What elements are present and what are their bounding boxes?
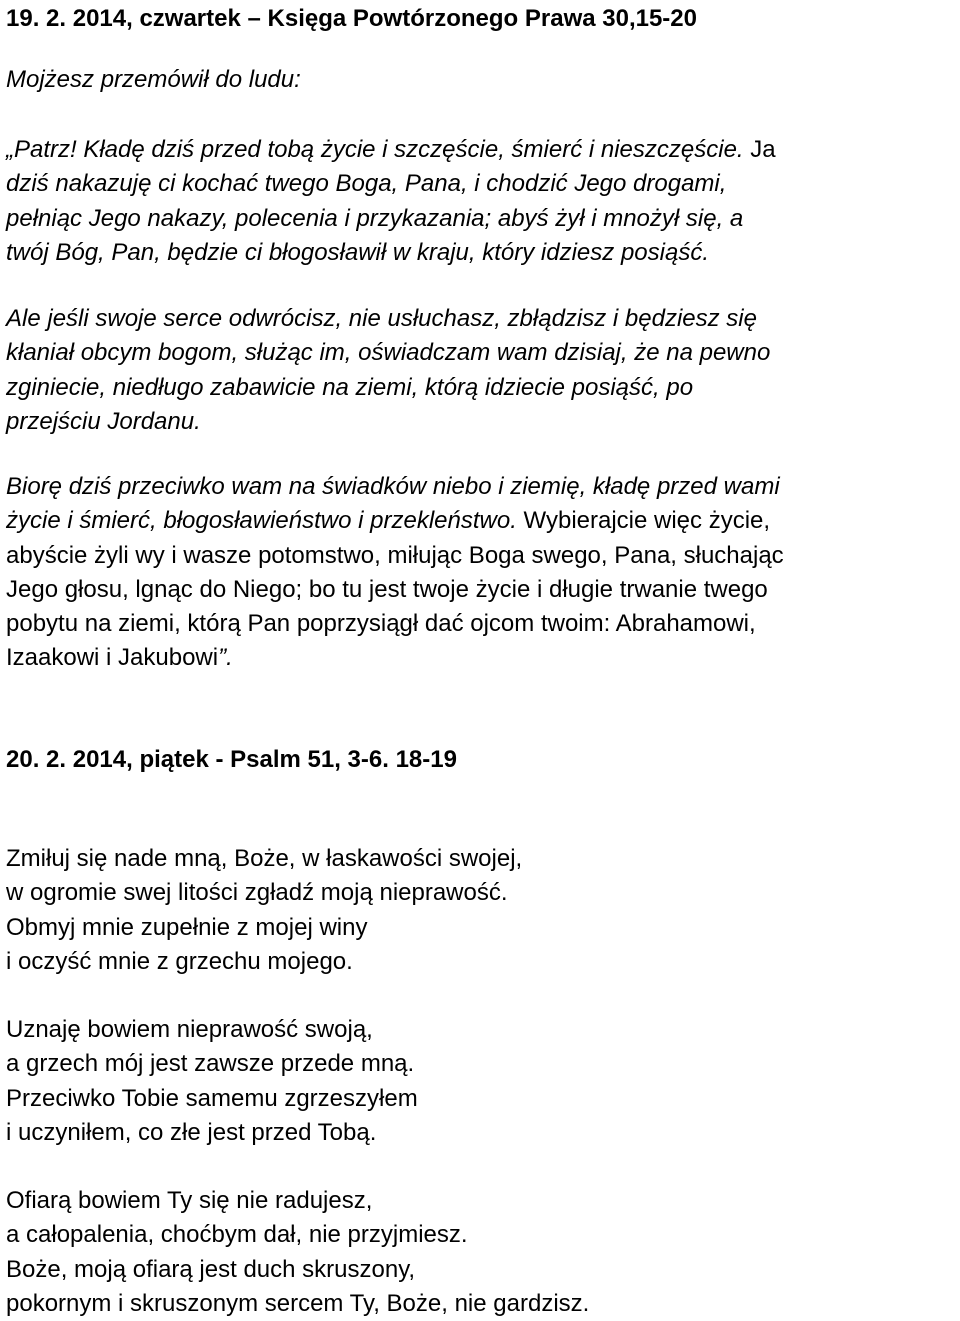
- reading1-intro: Mojżesz przemówił do ludu:: [6, 66, 301, 93]
- psalm-line: i oczyść mnie z grzechu mojego.: [6, 947, 353, 975]
- reading2-heading: 20. 2. 2014, piątek - Psalm 51, 3-6. 18-19: [6, 746, 457, 773]
- paragraph3-line: pobytu na ziemi, którą Pan poprzysiągł dać ojcom twoim: Abrahamowi,: [6, 610, 756, 638]
- reading1-paragraph3: [6, 470, 784, 676]
- psalm-line: Zmiłuj się nade mną, Boże, w łaskawości swojej,: [6, 845, 523, 872]
- psalm-line: a grzech mój jest zawsze przede mną.: [6, 1050, 415, 1078]
- paragraph1-line: pełniąc Jego nakazy, polecenia i przykazania; abyś żył i mnożył się, a: [6, 204, 744, 232]
- paragraph3-line: Biorę dziś przeciwko wam na świadków niebo i ziemię, kładę przed wami: [6, 473, 780, 500]
- paragraph3-line: Jego głosu, lgnąc do Niego; bo tu jest twoje życie i długie trwanie twego: [6, 575, 768, 603]
- paragraph3-line: abyście żyli wy i wasze potomstwo, miłując Boga swego, Pana, słuchając: [6, 541, 784, 569]
- paragraph3-line: życie i śmierć, błogosławieństwo i przekleństwo. Wybierajcie więc życie,: [6, 507, 771, 535]
- psalm-line: a całopalenia, choćbym dał, nie przyjmiesz.: [6, 1221, 468, 1249]
- paragraph3-line: Izaakowi i Jakubowi”.: [6, 644, 233, 672]
- psalm-stanza-3: [6, 1184, 589, 1321]
- paragraph2-line: Ale jeśli swoje serce odwrócisz, nie usłuchasz, zbłądzisz i będziesz się: [6, 305, 757, 332]
- psalm-line: i uczyniłem, co złe jest przed Tobą.: [6, 1118, 377, 1146]
- psalm-line: Przeciwko Tobie samemu zgrzeszyłem: [6, 1084, 418, 1112]
- psalm-line: pokornym i skruszonym sercem Ty, Boże, nie gardzisz.: [6, 1289, 590, 1317]
- reading1-heading: 19. 2. 2014, czwartek – Księga Powtórzonego Prawa 30,15-20: [6, 5, 697, 32]
- paragraph2-line: kłaniał obcym bogom, służąc im, oświadczam wam dzisiaj, że na pewno: [6, 339, 771, 367]
- reading1-paragraph1: [6, 133, 776, 270]
- paragraph1-line: „Patrz! Kładę dziś przed tobą życie i szczęście, śmierć i nieszczęście. Ja: [6, 136, 776, 163]
- psalm-stanza-2: [6, 1013, 418, 1150]
- paragraph2-line: zginiecie, niedługo zabawicie na ziemi, którą idziecie posiąść, po: [6, 373, 694, 401]
- paragraph2-line: przejściu Jordanu.: [6, 407, 201, 435]
- psalm-stanza-1: [6, 842, 522, 979]
- reading1-paragraph2: [6, 302, 770, 439]
- paragraph1-line: dziś nakazuję ci kochać twego Boga, Pana, i chodzić Jego drogami,: [6, 170, 727, 198]
- paragraph1-line: twój Bóg, Pan, będzie ci błogosławił w kraju, który idziesz posiąść.: [6, 238, 709, 266]
- psalm-line: Obmyj mnie zupełnie z mojej winy: [6, 913, 368, 941]
- psalm-line: Uznaję bowiem nieprawość swoją,: [6, 1016, 373, 1043]
- psalm-line: Boże, moją ofiarą jest duch skruszony,: [6, 1255, 416, 1283]
- psalm-line: w ogromie swej litości zgładź moją nieprawość.: [6, 879, 508, 907]
- psalm-line: Ofiarą bowiem Ty się nie radujesz,: [6, 1187, 373, 1214]
